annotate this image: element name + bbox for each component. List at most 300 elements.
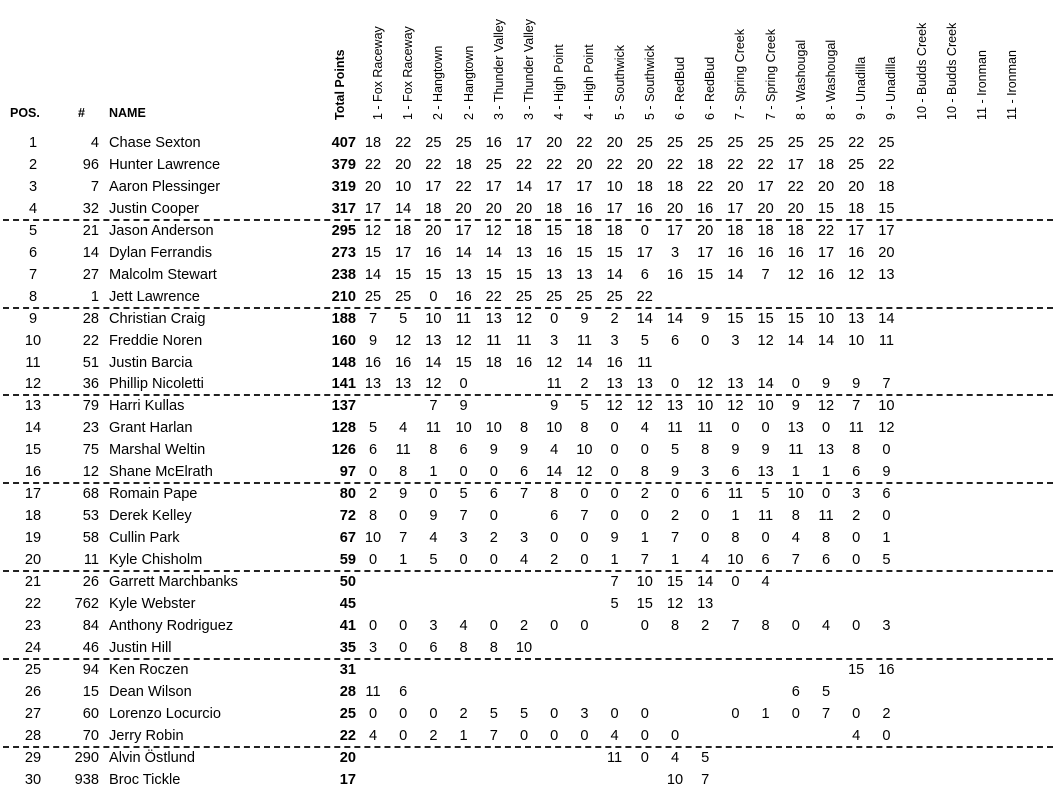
rider-number-cell: 53 [82, 508, 99, 525]
moto-score-cell: 3 [368, 639, 378, 656]
moto-score-cell: 0 [580, 530, 589, 547]
moto-score-cell: 0 [429, 486, 438, 503]
moto-score-cell: 18 [787, 222, 804, 239]
moto-score-cell: 18 [546, 200, 563, 217]
rider-number-cell: 15 [82, 683, 99, 700]
moto-score-cell: 4 [761, 574, 770, 590]
moto-score-cell: 0 [489, 508, 498, 525]
moto-score-cell: 10 [515, 639, 533, 656]
moto-score-cell: 9 [852, 376, 861, 393]
moto-score-cell: 16 [576, 200, 593, 217]
moto-score-cell: 20 [878, 244, 895, 261]
moto-score-cell: 0 [610, 486, 619, 503]
moto-score-cell: 11 [667, 420, 683, 437]
moto-score-cell: 10 [425, 310, 442, 327]
rider-number-cell: 11 [83, 552, 99, 569]
moto-score-cell: 18 [606, 222, 623, 239]
moto-score-cell: 20 [364, 178, 382, 195]
moto-score-cell: 14 [666, 310, 684, 327]
moto-score-cell: 13 [848, 310, 865, 327]
position-cell: 10 [24, 332, 42, 349]
moto-score-cell: 9 [580, 310, 589, 327]
table-row [0, 286, 1056, 308]
moto-score-cell: 16 [606, 354, 623, 371]
moto-score-cell: 6 [368, 442, 378, 459]
rider-number-cell: 70 [82, 727, 99, 744]
moto-score-cell: 10 [455, 420, 472, 437]
moto-score-cell: 0 [459, 376, 468, 393]
moto-score-cell: 22 [455, 178, 472, 195]
moto-score-cell: 10 [757, 398, 774, 415]
moto-score-cell: 14 [787, 332, 804, 349]
moto-score-cell: 0 [731, 420, 740, 437]
moto-score-cell: 13 [546, 266, 563, 283]
moto-score-cell: 11 [818, 508, 834, 525]
moto-score-cell: 5 [459, 486, 468, 503]
moto-score-cell: 10 [546, 420, 563, 437]
moto-score-cell: 6 [791, 683, 800, 700]
moto-score-cell: 7 [821, 705, 831, 722]
moto-score-cell: 8 [519, 420, 529, 437]
rider-number-cell: 12 [82, 464, 99, 481]
position-cell: 16 [24, 464, 42, 481]
total-points-cell: 72 [339, 508, 356, 525]
position-cell: 4 [28, 200, 38, 217]
moto-score-cell: 18 [878, 178, 895, 195]
moto-score-cell: 9 [399, 486, 408, 503]
moto-score-cell: 11 [758, 508, 774, 525]
table-row [0, 549, 1056, 571]
moto-score-cell: 1 [429, 464, 438, 481]
moto-score-cell: 6 [761, 552, 770, 569]
moto-score-cell: 20 [636, 156, 653, 173]
moto-score-cell: 5 [399, 310, 408, 327]
total-points-cell: 17 [339, 771, 356, 788]
moto-score-cell: 16 [727, 244, 744, 261]
moto-score-cell: 4 [640, 420, 649, 437]
rider-number-cell: 79 [82, 398, 99, 415]
moto-score-cell: 22 [515, 156, 533, 173]
moto-score-cell: 10 [485, 420, 502, 437]
moto-score-cell: 14 [485, 244, 502, 261]
moto-score-cell: 0 [701, 508, 710, 525]
moto-score-cell: 25 [787, 135, 804, 151]
rider-name-cell: Hunter Lawrence [109, 156, 221, 173]
table-row [0, 527, 1056, 549]
moto-score-cell: 7 [791, 552, 800, 569]
rider-number-cell: 26 [82, 574, 99, 590]
moto-score-cell: 14 [576, 354, 593, 371]
rider-name-cell: Derek Kelley [109, 508, 192, 525]
moto-score-cell: 14 [697, 574, 714, 590]
moto-score-cell: 11 [516, 332, 532, 349]
moto-score-cell: 11 [546, 376, 562, 393]
moto-score-cell: 4 [550, 442, 559, 459]
rider-number-cell: 96 [82, 156, 99, 173]
table-row [0, 417, 1056, 439]
moto-score-cell: 1 [791, 464, 800, 481]
moto-score-cell: 4 [670, 749, 680, 766]
rider-name-cell: Aaron Plessinger [109, 178, 221, 195]
rider-name-cell: Justin Cooper [109, 200, 200, 217]
moto-score-cell: 4 [429, 530, 438, 547]
moto-score-cell: 15 [515, 266, 533, 283]
moto-score-cell: 7 [399, 530, 408, 547]
moto-score-cell: 4 [399, 420, 408, 437]
moto-score-cell: 14 [515, 178, 533, 195]
moto-score-cell: 9 [459, 398, 468, 415]
moto-score-cell: 7 [519, 486, 529, 503]
moto-score-cell: 12 [757, 332, 774, 349]
moto-score-cell: 12 [636, 398, 653, 415]
rider-name-cell: Justin Hill [109, 639, 172, 656]
moto-score-cell: 6 [489, 486, 498, 503]
moto-score-cell: 0 [368, 705, 378, 722]
table-row [0, 747, 1056, 769]
header-race-moto-5: 3 - Thunder Valley [491, 19, 506, 120]
position-cell: 14 [24, 420, 42, 437]
moto-score-cell: 20 [455, 200, 472, 217]
moto-score-cell: 6 [550, 508, 559, 525]
rider-number-cell: 21 [82, 222, 99, 239]
moto-score-cell: 22 [425, 156, 442, 173]
moto-score-cell: 0 [399, 639, 408, 656]
moto-score-cell: 22 [636, 288, 653, 305]
moto-score-cell: 11 [848, 420, 864, 437]
moto-score-cell: 0 [640, 508, 649, 525]
moto-score-cell: 2 [610, 310, 619, 327]
rider-name-cell: Jerry Robin [109, 727, 184, 744]
moto-score-cell: 11 [456, 310, 472, 327]
rider-name-cell: Alvin Östlund [109, 749, 195, 766]
moto-score-cell: 15 [878, 200, 895, 217]
table-row [0, 395, 1056, 417]
header-race-moto-10: 5 - Southwick [642, 44, 657, 120]
total-points-cell: 31 [339, 661, 356, 678]
total-points-cell: 20 [339, 749, 356, 766]
moto-score-cell: 9 [701, 310, 710, 327]
moto-score-cell: 0 [459, 464, 468, 481]
moto-score-cell: 25 [817, 135, 835, 151]
moto-score-cell: 0 [882, 727, 891, 744]
moto-score-cell: 16 [666, 266, 684, 283]
moto-score-cell: 3 [519, 530, 529, 547]
moto-score-cell: 25 [576, 288, 593, 305]
position-cell: 13 [24, 398, 42, 415]
position-cell: 3 [28, 178, 38, 195]
position-cell: 12 [24, 376, 42, 393]
moto-score-cell: 22 [727, 156, 744, 173]
moto-score-cell: 25 [395, 288, 412, 305]
moto-score-cell: 22 [364, 156, 382, 173]
header-pos: POS. [10, 106, 40, 120]
moto-score-cell: 25 [697, 135, 714, 151]
total-points-cell: 67 [339, 530, 356, 547]
moto-score-cell: 0 [580, 552, 589, 569]
moto-score-cell: 0 [852, 552, 861, 569]
moto-score-cell: 18 [485, 354, 502, 371]
moto-score-cell: 22 [606, 156, 623, 173]
moto-score-cell: 12 [817, 398, 835, 415]
moto-score-cell: 0 [852, 530, 861, 547]
moto-score-cell: 15 [576, 244, 593, 261]
position-cell: 17 [24, 486, 42, 503]
moto-score-cell: 20 [485, 200, 502, 217]
moto-score-cell: 13 [425, 332, 442, 349]
rider-number-cell: 68 [82, 486, 99, 503]
moto-score-cell: 13 [395, 376, 412, 393]
moto-score-cell: 17 [787, 156, 804, 173]
moto-score-cell: 9 [610, 530, 619, 547]
rider-name-cell: Christian Craig [109, 310, 206, 327]
moto-score-cell: 18 [636, 178, 653, 195]
moto-score-cell: 1 [821, 464, 831, 481]
rider-number-cell: 32 [82, 200, 99, 217]
position-cell: 1 [28, 135, 38, 151]
moto-score-cell: 5 [580, 398, 589, 415]
header-race-moto-2: 1 - Fox Raceway [401, 26, 416, 120]
table-row [0, 593, 1056, 615]
moto-score-cell: 20 [395, 156, 412, 173]
header-race-moto-12: 6 - RedBud [703, 56, 718, 120]
moto-score-cell: 2 [489, 530, 498, 547]
moto-score-cell: 13 [606, 376, 623, 393]
moto-score-cell: 1 [399, 552, 408, 569]
moto-score-cell: 25 [546, 288, 563, 305]
moto-score-cell: 17 [395, 244, 412, 261]
moto-score-cell: 22 [697, 178, 714, 195]
moto-score-cell: 11 [395, 442, 411, 459]
moto-score-cell: 8 [670, 617, 680, 634]
table-row [0, 483, 1056, 505]
total-points-cell: 407 [331, 135, 356, 151]
moto-score-cell: 17 [848, 222, 865, 239]
rider-name-cell: Lorenzo Locurcio [109, 705, 221, 722]
moto-score-cell: 20 [727, 178, 744, 195]
moto-score-cell: 22 [485, 288, 502, 305]
total-points-cell: 137 [331, 398, 356, 415]
moto-score-cell: 13 [697, 595, 714, 612]
moto-score-cell: 10 [697, 398, 714, 415]
moto-score-cell: 17 [606, 200, 623, 217]
moto-score-cell: 0 [670, 376, 680, 393]
header-name: NAME [109, 106, 146, 120]
moto-score-cell: 4 [821, 617, 831, 634]
moto-score-cell: 0 [610, 464, 619, 481]
moto-score-cell: 10 [848, 332, 865, 349]
moto-score-cell: 17 [485, 178, 502, 195]
moto-score-cell: 8 [368, 508, 378, 525]
moto-score-cell: 15 [848, 661, 865, 678]
moto-score-cell: 25 [485, 156, 502, 173]
moto-score-cell: 3 [459, 530, 468, 547]
moto-score-cell: 14 [636, 310, 653, 327]
moto-score-cell: 0 [580, 617, 589, 634]
moto-score-cell: 20 [848, 178, 865, 195]
moto-score-cell: 18 [364, 135, 382, 151]
moto-score-cell: 6 [640, 266, 649, 283]
moto-score-cell: 0 [399, 617, 408, 634]
table-row [0, 132, 1056, 154]
moto-score-cell: 12 [395, 332, 412, 349]
moto-score-cell: 9 [791, 398, 800, 415]
position-cell: 15 [24, 442, 42, 459]
rider-name-cell: Marshal Weltin [109, 442, 206, 459]
moto-score-cell: 15 [395, 266, 412, 283]
moto-score-cell: 18 [515, 222, 533, 239]
moto-score-cell: 20 [787, 200, 804, 217]
moto-score-cell: 0 [821, 420, 831, 437]
moto-score-cell: 7 [761, 266, 770, 283]
total-points-cell: 238 [331, 266, 356, 283]
moto-score-cell: 14 [878, 310, 895, 327]
moto-score-cell: 0 [519, 727, 529, 744]
rider-name-cell: Jason Anderson [109, 222, 214, 239]
moto-score-cell: 7 [368, 310, 378, 327]
total-points-cell: 126 [331, 442, 356, 459]
moto-score-cell: 16 [636, 200, 653, 217]
header-number: # [78, 106, 85, 120]
moto-score-cell: 22 [666, 156, 684, 173]
moto-score-cell: 0 [761, 530, 770, 547]
rider-name-cell: Malcolm Stewart [109, 266, 217, 283]
position-cell: 9 [28, 310, 38, 327]
moto-score-cell: 10 [727, 552, 744, 569]
moto-score-cell: 3 [731, 332, 740, 349]
moto-score-cell: 0 [670, 727, 680, 744]
rider-name-cell: Dean Wilson [109, 683, 192, 700]
moto-score-cell: 16 [546, 244, 563, 261]
total-points-cell: 80 [339, 486, 356, 503]
moto-score-cell: 11 [788, 442, 804, 459]
moto-score-cell: 18 [425, 200, 442, 217]
moto-score-cell: 15 [697, 266, 714, 283]
moto-score-cell: 15 [636, 595, 653, 612]
moto-score-cell: 0 [821, 486, 831, 503]
position-cell: 21 [24, 574, 42, 590]
moto-score-cell: 0 [368, 464, 378, 481]
table-row [0, 308, 1056, 330]
moto-score-cell: 12 [727, 398, 744, 415]
moto-score-cell: 12 [455, 332, 472, 349]
table-row [0, 330, 1056, 352]
moto-score-cell: 18 [576, 222, 593, 239]
moto-score-cell: 0 [791, 705, 800, 722]
rider-name-cell: Cullin Park [109, 530, 180, 547]
table-row [0, 373, 1056, 395]
moto-score-cell: 6 [701, 486, 710, 503]
moto-score-cell: 12 [485, 222, 502, 239]
moto-score-cell: 0 [610, 420, 619, 437]
header-race-moto-15: 8 - Washougal [793, 39, 808, 120]
moto-score-cell: 25 [425, 135, 442, 151]
moto-score-cell: 7 [580, 508, 589, 525]
moto-score-cell: 15 [757, 310, 774, 327]
moto-score-cell: 2 [701, 617, 710, 634]
moto-score-cell: 16 [455, 288, 472, 305]
moto-score-cell: 14 [364, 266, 382, 283]
moto-score-cell: 8 [852, 442, 861, 459]
moto-score-cell: 0 [670, 486, 680, 503]
moto-score-cell: 0 [459, 552, 468, 569]
moto-score-cell: 0 [731, 574, 740, 590]
rider-number-cell: 290 [74, 749, 99, 766]
moto-score-cell: 10 [636, 574, 653, 590]
moto-score-cell: 22 [848, 135, 865, 151]
moto-score-cell: 0 [550, 530, 559, 547]
table-row [0, 461, 1056, 483]
moto-score-cell: 0 [429, 288, 438, 305]
table-row [0, 681, 1056, 703]
moto-score-cell: 0 [368, 617, 378, 634]
moto-score-cell: 20 [697, 222, 714, 239]
moto-score-cell: 16 [817, 266, 835, 283]
total-points-cell: 97 [339, 464, 356, 481]
moto-score-cell: 12 [576, 464, 593, 481]
total-points-cell: 22 [339, 727, 356, 744]
moto-score-cell: 0 [640, 727, 649, 744]
total-points-cell: 28 [339, 683, 356, 700]
moto-score-cell: 25 [666, 135, 684, 151]
position-cell: 24 [24, 639, 42, 656]
moto-score-cell: 14 [546, 464, 563, 481]
header-race-moto-7: 4 - High Point [552, 44, 567, 120]
moto-score-cell: 8 [821, 530, 831, 547]
moto-score-cell: 12 [666, 595, 684, 612]
position-cell: 6 [28, 244, 38, 261]
position-cell: 25 [24, 661, 42, 678]
table-row [0, 220, 1056, 242]
moto-score-cell: 25 [878, 135, 895, 151]
moto-score-cell: 4 [519, 552, 529, 569]
moto-score-cell: 3 [610, 332, 619, 349]
moto-score-cell: 7 [489, 727, 498, 744]
rider-name-cell: Jett Lawrence [109, 288, 200, 305]
moto-score-cell: 25 [455, 135, 472, 151]
total-points-cell: 319 [331, 178, 356, 195]
rider-number-cell: 1 [90, 288, 99, 305]
rider-name-cell: Dylan Ferrandis [109, 244, 213, 261]
moto-score-cell: 17 [515, 135, 533, 151]
rider-number-cell: 36 [82, 376, 99, 393]
moto-score-cell: 12 [425, 376, 442, 393]
total-points-cell: 317 [331, 200, 356, 217]
moto-score-cell: 0 [882, 508, 891, 525]
total-points-cell: 295 [331, 222, 356, 239]
moto-score-cell: 14 [455, 244, 472, 261]
moto-score-cell: 0 [852, 617, 861, 634]
moto-score-cell: 11 [486, 332, 502, 349]
rider-number-cell: 14 [82, 244, 99, 261]
moto-score-cell: 17 [425, 178, 442, 195]
rider-number-cell: 27 [82, 266, 99, 283]
moto-score-cell: 6 [852, 464, 861, 481]
header-race-moto-8: 4 - High Point [582, 44, 597, 120]
position-cell: 7 [28, 266, 38, 283]
moto-score-cell: 22 [546, 156, 563, 173]
moto-score-cell: 7 [640, 552, 649, 569]
moto-score-cell: 18 [848, 200, 865, 217]
rider-number-cell: 46 [82, 639, 99, 656]
table-row [0, 703, 1056, 725]
position-cell: 23 [24, 617, 42, 634]
moto-score-cell: 4 [852, 727, 861, 744]
moto-score-cell: 0 [610, 442, 619, 459]
moto-score-cell: 17 [817, 244, 835, 261]
moto-score-cell: 9 [429, 508, 438, 525]
moto-score-cell: 0 [550, 727, 559, 744]
moto-score-cell: 9 [519, 442, 529, 459]
